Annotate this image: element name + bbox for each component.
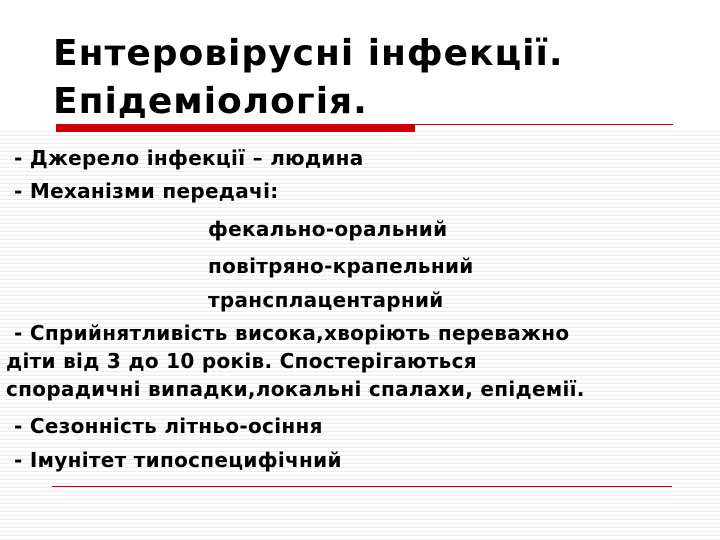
susceptibility-continued-2: спорадичні випадки,локальні спалахи, епідемії. bbox=[6, 377, 585, 401]
bullet-seasonality: - Сезонність літньо-осіння bbox=[14, 414, 323, 438]
title-underline-thick bbox=[56, 124, 415, 132]
slide-title-line-1: Ентеровірусні інфекції. bbox=[53, 33, 564, 74]
susceptibility-continued-1: діти від 3 до 10 років. Спостерігаються bbox=[6, 349, 477, 373]
bottom-rule bbox=[52, 486, 672, 487]
transmission-airborne: повітряно-крапельний bbox=[208, 254, 474, 278]
title-underline-thin bbox=[415, 124, 673, 125]
slide-title-line-2: Епідеміологія. bbox=[53, 81, 368, 122]
transmission-fecal-oral: фекально-оральний bbox=[208, 217, 448, 241]
bullet-transmission: - Механізми передачі: bbox=[14, 179, 279, 203]
bullet-susceptibility: - Сприйнятливість висока,хворіють переважно bbox=[14, 321, 570, 345]
slide-title bbox=[53, 30, 693, 126]
transmission-transplacental: трансплацентарний bbox=[208, 288, 444, 312]
bullet-immunity: - Імунітет типоспецифічний bbox=[14, 448, 342, 472]
bullet-source: - Джерело інфекції – людина bbox=[14, 146, 364, 170]
